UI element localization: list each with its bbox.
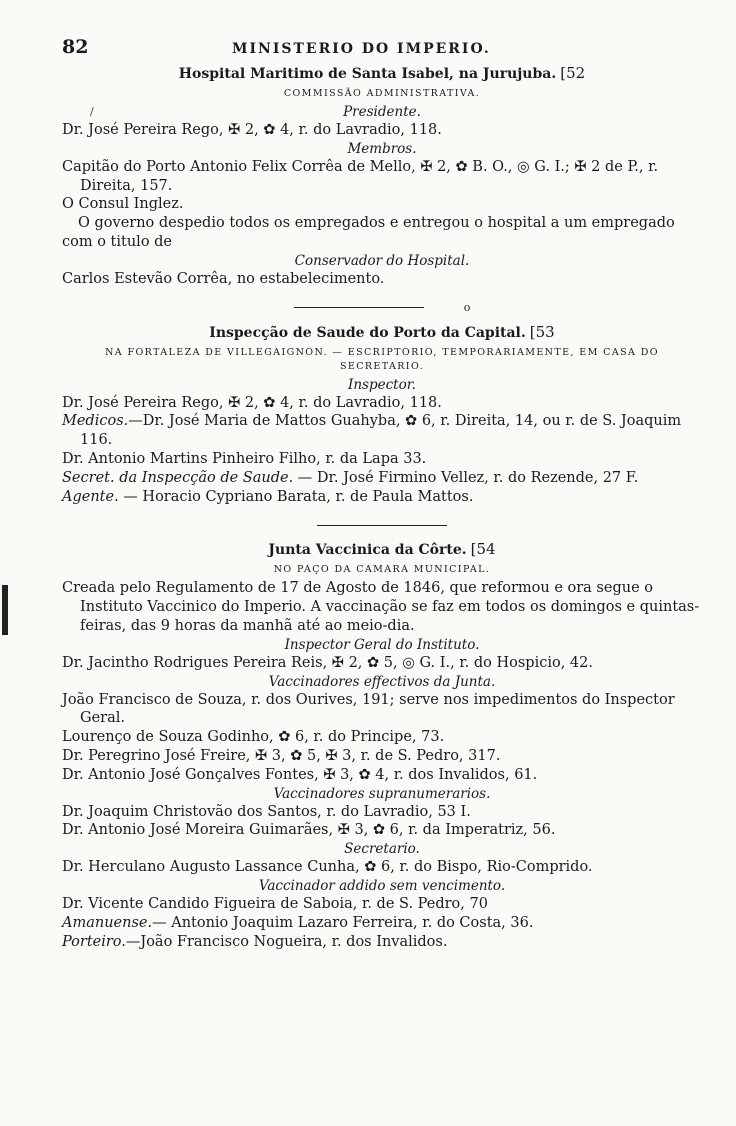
section-number: [54 <box>470 540 496 559</box>
entry-label: Agente. <box>62 488 119 505</box>
entry-member: Capitão do Porto Antonio Felix Corrêa de Mello, ✠ 2, ✿ B. O., ◎ G. I.; ✠ 2 de P., r. Direita, 157. <box>62 158 659 194</box>
entry-medicos <box>62 412 702 450</box>
pen-tick: / <box>90 105 94 118</box>
entry-vaccinador: Dr. Antonio José Gonçalves Fontes, ✠ 3, ✿ 4, r. dos Invalidos, 61. <box>62 766 538 783</box>
entry-inspector: Dr. José Pereira Rego, ✠ 2, ✿ 4, r. do Lavradio, 118. <box>62 394 442 411</box>
entry-vaccinador: Lourenço de Souza Godinho, ✿ 6, r. do Principe, 73. <box>62 729 445 746</box>
entry-text: — Antonio Joaquim Lazaro Ferreira, r. do Costa, 36. <box>152 914 534 931</box>
entry-text: —Dr. José Maria de Mattos Guahyba, ✿ 6, r. Direita, 14, ou r. de S. Joaquim 116. <box>80 413 682 449</box>
role-heading: Secretario. <box>344 841 420 858</box>
entry-label: Medicos. <box>62 413 129 430</box>
entry-vaccinador: Dr. Peregrino José Freire, ✠ 3, ✿ 5, ✠ 3, r. de S. Pedro, 317. <box>62 747 501 764</box>
separator-line <box>294 307 424 308</box>
role-heading: Inspector Geral do Instituto. <box>284 636 480 653</box>
role-heading: Membros. <box>347 140 417 157</box>
section-subtitle: NA FORTALEZA DE VILLEGAIGNON. — ESCRIPTORIO, TEMPORARIAMENTE, EM CASA DO SECRETARIO. <box>105 346 659 372</box>
section-title-inspeccao <box>62 323 702 343</box>
entry-amanuense <box>62 914 702 933</box>
section-number: [53 <box>529 322 555 341</box>
section-title-text: Junta Vaccinica da Côrte. <box>268 542 467 559</box>
entry-label: Amanuense. <box>62 914 153 931</box>
entry-president: Dr. José Pereira Rego, ✠ 2, ✿ 4, r. do Lavradio, 118. <box>62 122 442 138</box>
role-heading: Vaccinadores effectivos da Junta. <box>268 673 496 690</box>
section-subtitle: COMMISSÃO ADMINISTRATIVA. <box>283 88 481 99</box>
entry-inspector: Dr. Jacintho Rodrigues Pereira Reis, ✠ 2, ✿ 5, ◎ G. I., r. do Hospicio, 42. <box>62 654 593 671</box>
running-title: MINISTERIO DO IMPERIO. <box>232 41 491 57</box>
entry-agent <box>62 488 702 507</box>
entry-porteiro <box>62 933 702 952</box>
entry-text: —João Francisco Nogueira, r. dos Invalidos. <box>125 933 448 950</box>
entry-vaccinador: João Francisco de Souza, r. dos Ourives, 191; serve nos impedimentos do Inspector Geral. <box>62 691 675 727</box>
entry-addido: Dr. Vicente Candido Figueira de Saboia, r. de S. Pedro, 70 <box>62 895 488 912</box>
page-header <box>62 38 702 62</box>
entry-label: Porteiro. <box>62 933 126 950</box>
entry-secretary <box>62 469 702 488</box>
section-subtitle: NO PAÇO DA CAMARA MUNICIPAL. <box>273 564 491 576</box>
section-title-junta <box>62 540 702 560</box>
section-title-text: Inspecção de Saude do Porto da Capital. <box>209 324 526 341</box>
document-page <box>62 38 702 951</box>
role-heading: Inspector. <box>348 376 416 393</box>
role-heading: Presidente. <box>343 104 421 120</box>
page-edge-mark <box>2 585 8 635</box>
entry-conservador: Carlos Estevão Corrêa, no estabelecimento. <box>62 270 385 287</box>
entry-medico: Dr. Antonio Martins Pinheiro Filho, r. da Lapa 33. <box>62 450 427 467</box>
note-paragraph: O governo despedio todos os empregados e entregou o hospital a um empregado com o titulo de <box>62 215 675 250</box>
separator-mark: o <box>463 301 471 315</box>
role-heading: Conservador do Hospital. <box>294 252 470 269</box>
role-heading: Vaccinador addido sem vencimento. <box>258 877 506 894</box>
section-separator <box>62 295 702 321</box>
role-heading: Vaccinadores supranumerarios. <box>273 785 491 802</box>
section-title-text: Hospital Maritimo de Santa Isabel, na Jurujuba. <box>178 66 557 82</box>
entry-text: — Horacio Cypriano Barata, r. de Paula Mattos. <box>118 488 474 505</box>
entry-label: Secret. da Inspecção de Saude. <box>62 469 294 486</box>
page-number: 82 <box>62 36 89 58</box>
section-title-hospital <box>62 64 702 84</box>
section-number: [52 <box>560 64 586 82</box>
entry-secretario: Dr. Herculano Augusto Lassance Cunha, ✿ 6, r. do Bispo, Rio-Comprido. <box>62 859 593 876</box>
section-separator <box>62 512 702 538</box>
entry-supranumerario: Dr. Antonio José Moreira Guimarães, ✠ 3, ✿ 6, r. da Imperatriz, 56. <box>62 822 556 839</box>
separator-line <box>317 525 447 526</box>
intro-paragraph: Creada pelo Regulamento de 17 de Agosto de 1846, que reformou e ora segue o Instituto Vaccinico do Imperio. A vaccinação se faz em todos os domingos e quintas-feiras, das 9 horas da manhã até ao meio-dia. <box>62 580 700 634</box>
entry-supranumerario: Dr. Joaquim Christovão dos Santos, r. do Lavradio, 53 I. <box>62 803 471 820</box>
entry-member: O Consul Inglez. <box>62 196 184 213</box>
entry-text: — Dr. José Firmino Vellez, r. do Rezende, 27 F. <box>293 469 639 486</box>
